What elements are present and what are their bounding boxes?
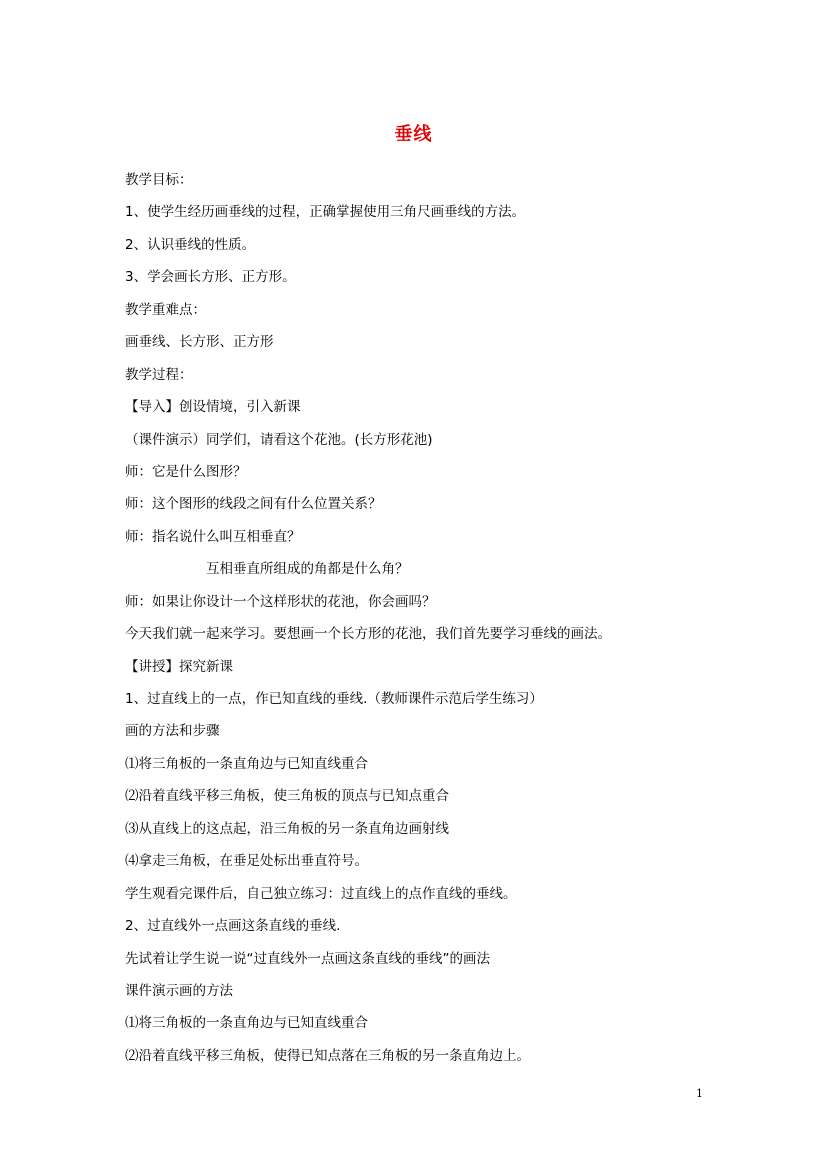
text-line: 教学过程： xyxy=(125,366,193,383)
text-line: ⑷拿走三角板，在垂足处标出垂直符号。 xyxy=(125,853,368,870)
text-line: 画垂线、长方形、正方形 xyxy=(125,334,274,351)
text-line: 学生观看完课件后，自己独立练习：过直线上的点作直线的垂线。 xyxy=(125,885,517,902)
text-line: 教学重难点： xyxy=(125,301,206,318)
text-line: 教学目标： xyxy=(125,172,193,188)
document-title: 垂线 xyxy=(394,124,433,145)
text-line: 1、过直线上的一点，作已知直线的垂线.（教师课件示范后学生练习） xyxy=(125,691,543,707)
text-line: 今天我们就一起来学习。要想画一个长方形的花池，我们首先要学习垂线的画法。 xyxy=(125,626,611,643)
text-line: 先试着让学生说一说“过直线外一点画这条直线的垂线”的画法 xyxy=(125,950,490,967)
text-line: （课件演示）同学们，请看这个花池。(长方形花池) xyxy=(125,431,433,448)
text-line: 3、学会画长方形、正方形。 xyxy=(125,269,296,286)
text-line: 师：如果让你设计一个这样形状的花池，你会画吗？ xyxy=(125,593,436,610)
text-line: 【讲授】探究新课 xyxy=(125,658,233,675)
text-line: 【导入】创设情境，引入新课 xyxy=(125,399,301,416)
text-line: 画的方法和步骤 xyxy=(125,723,220,740)
document-body xyxy=(125,168,765,1076)
text-line: ⑵沿着直线平移三角板，使得已知点落在三角板的另一条直角边上。 xyxy=(125,1047,530,1064)
text-line: 2、认识垂线的性质。 xyxy=(125,236,256,253)
text-line: 互相垂直所组成的角都是什么角？ xyxy=(206,561,409,578)
text-line: ⑵沿着直线平移三角板，使三角板的顶点与已知点重合 xyxy=(125,788,449,805)
text-line: ⑶从直线上的这点起，沿三角板的另一条直角边画射线 xyxy=(125,820,449,837)
text-line: 师：它是什么图形？ xyxy=(125,463,247,480)
text-line: ⑴将三角板的一条直角边与已知直线重合 xyxy=(125,755,368,772)
text-line: 师：指名说什么叫互相垂直？ xyxy=(125,528,301,545)
text-line: 师：这个图形的线段之间有什么位置关系？ xyxy=(125,496,382,513)
text-line: 2、过直线外一点画这条直线的垂线. xyxy=(125,918,341,935)
page-number: 1 xyxy=(696,1087,703,1100)
text-line: ⑴将三角板的一条直角边与已知直线重合 xyxy=(125,1015,368,1032)
text-line: 1、使学生经历画垂线的过程，正确掌握使用三角尺画垂线的方法。 xyxy=(125,204,526,221)
text-line: 课件演示画的方法 xyxy=(125,982,233,999)
